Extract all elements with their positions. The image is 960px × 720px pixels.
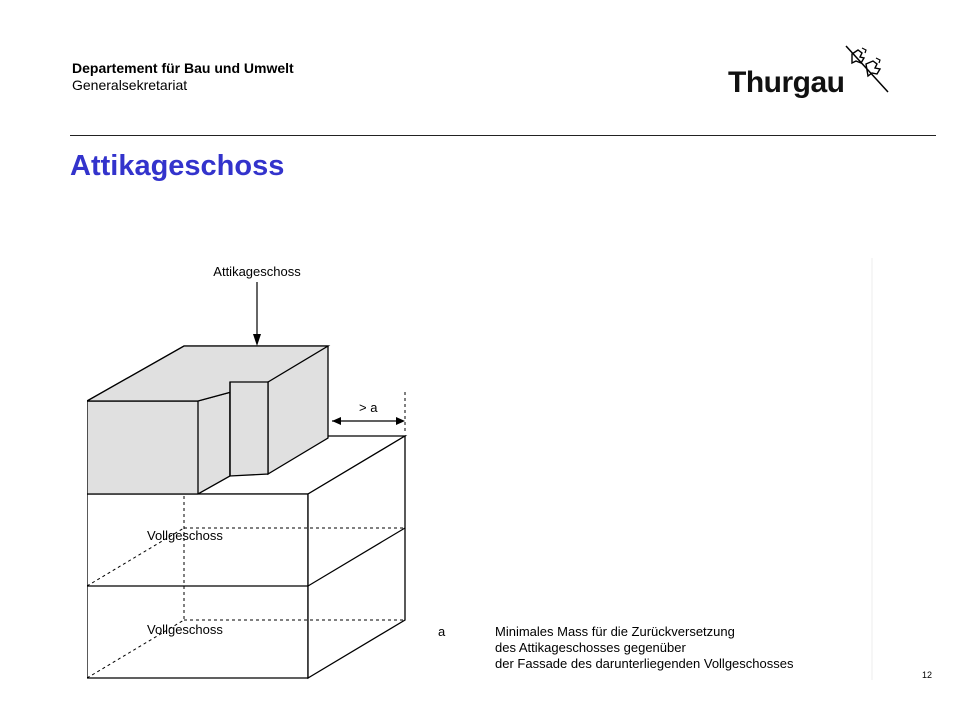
- page-number: 12: [922, 670, 933, 680]
- brand-wordmark: Thurgau: [728, 66, 845, 99]
- dimension-label: > a: [359, 400, 378, 415]
- office-name: Generalsekretariat: [72, 77, 188, 93]
- thurgau-lion-crest-icon: [838, 42, 894, 96]
- attic-label: Attikageschoss: [213, 264, 301, 279]
- attic-recess-face: [230, 382, 268, 476]
- header-divider: [70, 135, 936, 136]
- floor-label-lower: Vollgeschoss: [147, 622, 223, 637]
- department-header: [72, 60, 294, 94]
- attic-floor-diagram: [87, 258, 873, 680]
- department-name: Departement für Bau und Umwelt: [72, 60, 294, 76]
- slide-title: Attikageschoss: [70, 150, 285, 182]
- legend-line-3: der Fassade des darunterliegenden Vollgeschosses: [495, 656, 794, 671]
- diagram-canvas: [87, 258, 873, 680]
- legend-symbol: a: [438, 624, 446, 639]
- legend-line-1: Minimales Mass für die Zurückversetzung: [495, 624, 735, 639]
- floor-label-upper: Vollgeschoss: [147, 528, 223, 543]
- legend-line-2: des Attikageschosses gegenüber: [495, 640, 686, 655]
